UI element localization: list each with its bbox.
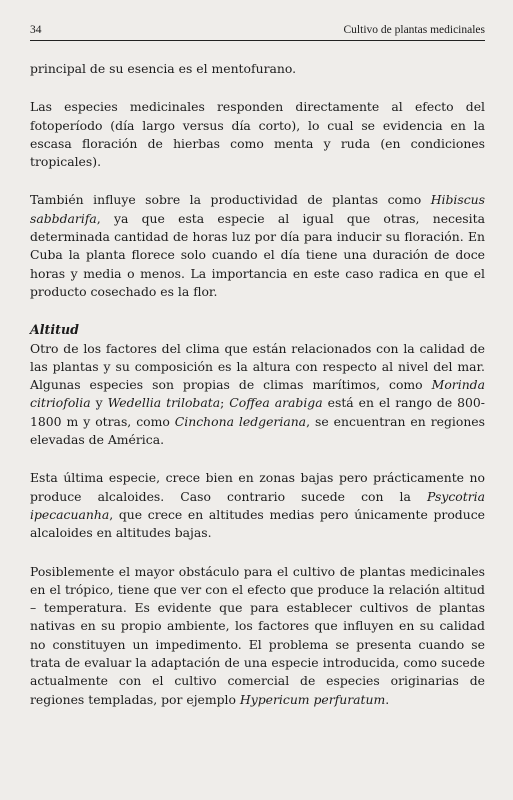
text-run: , que crece en altitudes medias pero únicamente produce alcaloides en altitudes bajas.	[30, 506, 485, 541]
running-header	[30, 22, 485, 41]
text-run: , se encuentran en regiones elevadas de América.	[30, 413, 485, 448]
paragraph-altitude	[30, 340, 485, 450]
text-run: ;	[220, 395, 230, 411]
text-run: Posiblemente el mayor obstáculo para el cultivo de plantas medicinales en el trópico, tiene que ver con el efecto que produce la relación altitud – temperatura. Es evidente que para establecer cultivos de plantas nativas en su propio ambiente, los factores que influyen en su calidad no constituyen un impedimento. El problema se presenta cuando se trata de evaluar la adaptación de una especie introducida, como sucede actualmente con el cultivo comercial de especies originarias de regiones templadas, por ejemplo	[30, 563, 485, 707]
text-run: principal de su esencia es el mentofurano.	[30, 61, 297, 76]
species-name: Psycotria ipecacuanha	[30, 488, 485, 522]
text-run: , ya que esta especie al igual que otras, necesita determinada cantidad de horas luz por día para inducir su floración. En Cuba la planta florece solo cuando el día tiene una duración de doce horas y media o menos. La importancia en este caso radica en que el producto cosechado es la flor.	[30, 210, 485, 299]
section-heading-altitud: Altitud	[30, 322, 79, 338]
text-run: .	[385, 691, 390, 707]
paragraph-altitude-temperature	[30, 563, 485, 709]
body-text	[30, 60, 485, 729]
paragraph-photoperiod	[30, 98, 485, 171]
page-number: 34	[30, 24, 42, 36]
species-name: Hibiscus sabbdarifa	[30, 192, 485, 226]
text-run: está en el rango de 800-1800 m y otras, como	[30, 395, 485, 429]
paragraph-continuation	[30, 60, 485, 78]
species-name: Morinda citriofolia	[30, 377, 485, 411]
paragraph-hibiscus	[30, 191, 485, 301]
text-run: Otro de los factores del clima que están relacionados con la calidad de las plantas y su composición es la altura con respecto al nivel del mar. Algunas especies son propias de climas marítimos, como	[30, 340, 485, 393]
text-run: También influye sobre la productividad de plantas como	[30, 192, 431, 208]
running-title: Cultivo de plantas medicinales	[343, 24, 485, 36]
species-name: Hypericum perfuratum	[239, 691, 386, 707]
species-name: Wedellia trilobata	[107, 395, 221, 411]
species-name: Cinchona ledgeriana	[174, 413, 307, 429]
text-run: y	[90, 395, 108, 411]
text-run: Las especies medicinales responden directamente al efecto del fotoperíodo (día largo versus día corto), lo cual se evidencia en la escasa floración de hierbas como menta y ruda (en condiciones tropicales).	[30, 99, 485, 170]
species-name: Coffea arabiga	[229, 395, 323, 411]
text-run: Esta última especie, crece bien en zonas bajas pero prácticamente no produce alcaloides. Caso contrario sucede con la	[30, 470, 485, 504]
paragraph-alkaloids	[30, 469, 485, 542]
